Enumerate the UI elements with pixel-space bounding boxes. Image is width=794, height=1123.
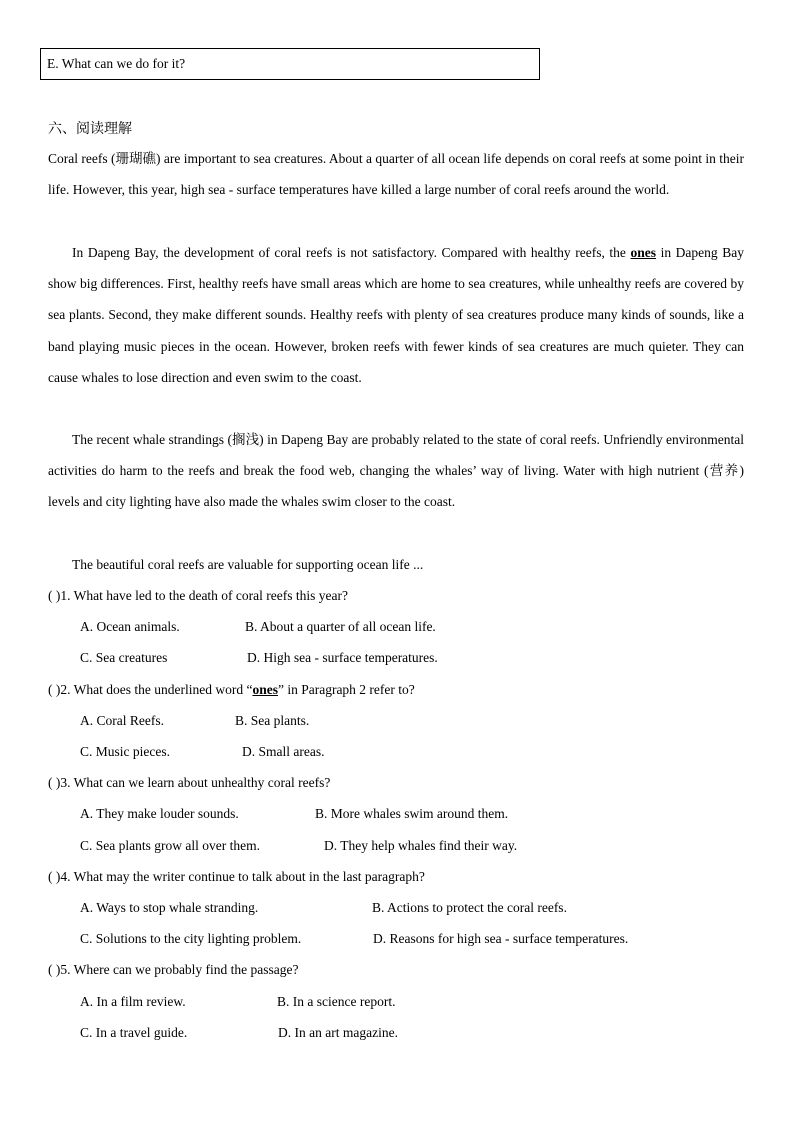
paragraph-4: The beautiful coral reefs are valuable for supporting ocean life ... [72,557,424,572]
paragraph-2-start: In Dapeng Bay, the development of coral reefs is not satisfactory. Compared with healthy reefs, the [72,245,631,260]
question-2-option-c: C. Music pieces. [80,744,170,759]
question-5-option-a: A. In a film review. [80,994,186,1009]
question-3-option-a: A. They make louder sounds. [80,806,239,821]
question-5-stem: ( )5. Where can we probably find the passage? [48,962,299,977]
question-2-stem-end: ” in Paragraph 2 refer to? [277,682,415,697]
question-1-option-c: C. Sea creatures [80,650,168,665]
paragraph-1: Coral reefs (珊瑚礁) are important to sea creatures. About a quarter of all ocean life depends on coral reefs at some point in their life. However, this year, high sea - surface temperatures have killed a large number of coral reefs around the world. [48,151,744,198]
underlined-word-ones: ones [630,245,657,260]
question-2-option-d: D. Small areas. [242,744,325,759]
question-5-option-c: C. In a travel guide. [80,1025,188,1040]
question-2-option-a: A. Coral Reefs. [80,713,164,728]
section-title: 六、阅读理解 [48,122,132,137]
question-3-option-b: B. More whales swim around them. [315,806,509,821]
option-e-text: E. What can we do for it? [47,56,186,71]
question-1-option-d: D. High sea - surface temperatures. [247,650,438,665]
question-2-stem [48,682,415,698]
question-5-option-d: D. In an art magazine. [278,1025,398,1040]
question-4-stem: ( )4. What may the writer continue to talk about in the last paragraph? [48,869,425,884]
question-4-option-d: D. Reasons for high sea - surface temperatures. [373,931,629,946]
option-e-box [40,48,540,80]
question-4-option-b: B. Actions to protect the coral reefs. [372,900,567,915]
question-3-option-c: C. Sea plants grow all over them. [80,838,260,853]
question-2-stem-start: ( )2. What does the underlined word “ [48,682,253,697]
paragraph-3: The recent whale strandings (搁浅) in Dapeng Bay are probably related to the state of coral reefs. Unfriendly environmental activities do harm to the reefs and break the food web, changing the whales’ way of living. Water with high nutrient (营养) levels and city lighting have also made the whales swim closer to the coast. [48,432,744,510]
question-2-underlined-word: ones [252,682,278,697]
question-1-option-b: B. About a quarter of all ocean life. [245,619,436,634]
paragraph-2 [48,237,744,393]
question-3-option-d: D. They help whales find their way. [324,838,518,853]
question-5-option-b: B. In a science report. [277,994,396,1009]
question-4-option-a: A. Ways to stop whale stranding. [80,900,259,915]
question-3-stem: ( )3. What can we learn about unhealthy coral reefs? [48,775,331,790]
paragraph-2-rest: in Dapeng Bay show big differences. First, healthy reefs have small areas which are home to sea creatures, while unhealthy reefs are covered by sea plants. Second, they make different sounds. Healthy reefs with plenty of sea creatures produce many kinds of sounds, like a band playing music pieces in the ocean. However, broken reefs with fewer kinds of sea creatures are much quieter. They can cause whales to lose direction and even swim to the coast. [48,245,744,385]
question-2-option-b: B. Sea plants. [235,713,310,728]
question-4-option-c: C. Solutions to the city lighting problem. [80,931,302,946]
question-1-option-a: A. Ocean animals. [80,619,180,634]
question-1-stem: ( )1. What have led to the death of coral reefs this year? [48,588,348,603]
